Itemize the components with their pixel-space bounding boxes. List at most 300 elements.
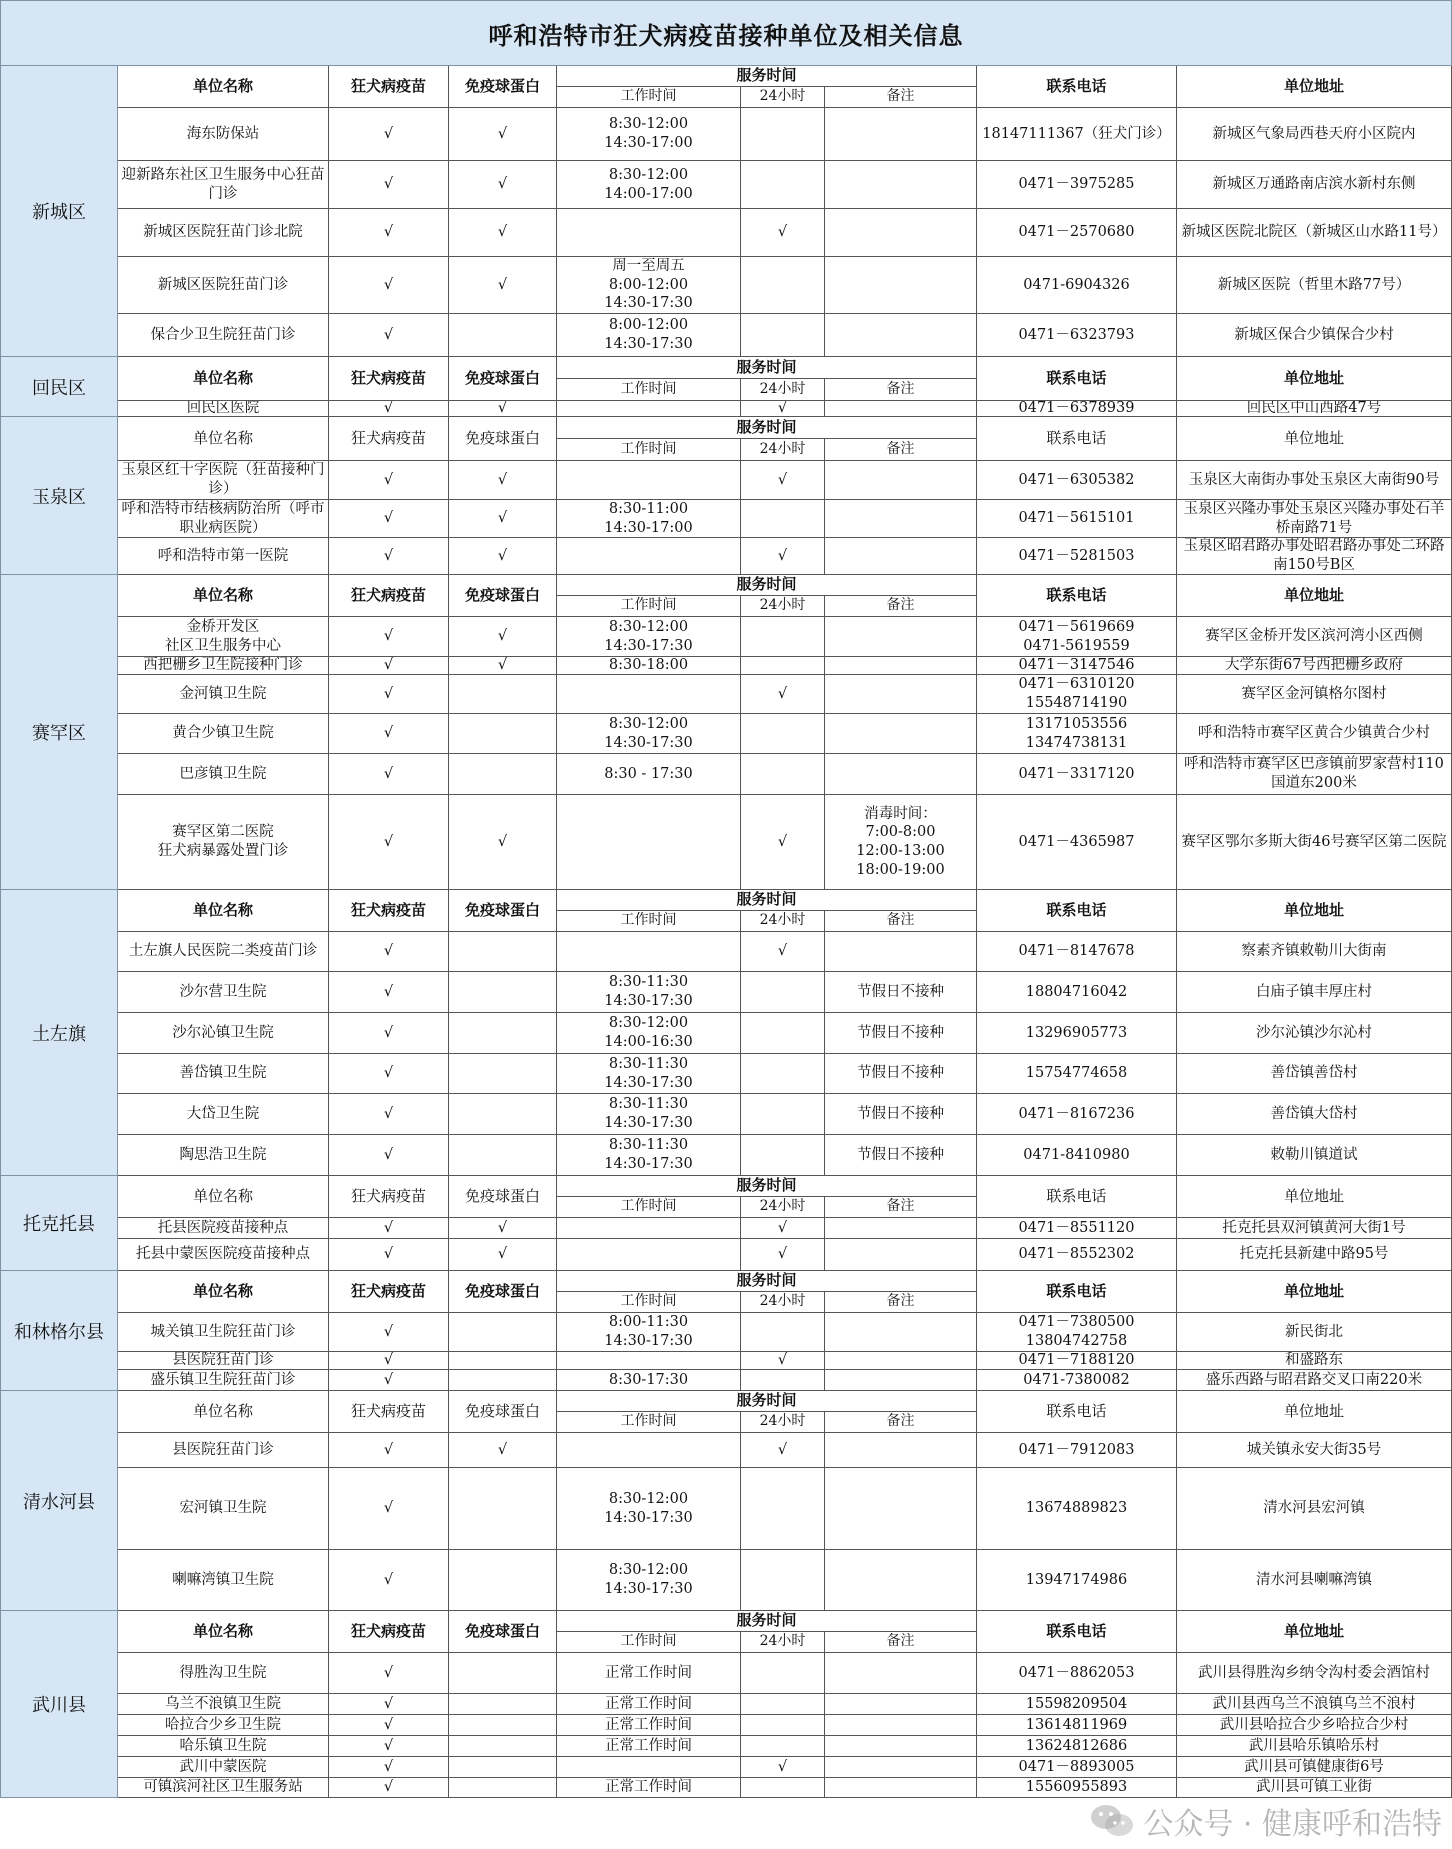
unit-name: 陶思浩卫生院 xyxy=(118,1135,329,1176)
header-work-time: 工作时间 xyxy=(557,379,741,401)
immunoglobulin-mark xyxy=(449,1135,557,1176)
immunoglobulin-mark: √ xyxy=(449,257,557,314)
unit-address: 武川县可镇健康街6号 xyxy=(1177,1757,1452,1778)
open-24-hours-mark: √ xyxy=(741,1239,825,1271)
unit-name: 盛乐镇卫生院狂苗门诊 xyxy=(118,1370,329,1391)
header-work-time: 工作时间 xyxy=(557,1632,741,1653)
open-24-hours-mark xyxy=(741,1094,825,1135)
header-24-hours: 24小时 xyxy=(741,87,825,108)
phone-number: 0471－7912083 xyxy=(977,1433,1177,1468)
header-phone: 联系电话 xyxy=(977,575,1177,617)
phone-number: 0471－8147678 xyxy=(977,932,1177,972)
unit-address: 大学东街67号西把栅乡政府 xyxy=(1177,657,1452,675)
remark xyxy=(825,500,977,538)
page-title: 呼和浩特市狂犬病疫苗接种单位及相关信息 xyxy=(0,0,1452,66)
unit-address: 新城区气象局西巷天府小区院内 xyxy=(1177,108,1452,161)
header-24-hours: 24小时 xyxy=(741,596,825,617)
immunoglobulin-mark: √ xyxy=(449,617,557,657)
remark xyxy=(825,1653,977,1694)
rabies-vaccine-mark: √ xyxy=(329,1313,449,1352)
unit-address: 盛乐西路与昭君路交叉口南220米 xyxy=(1177,1370,1452,1391)
immunoglobulin-mark xyxy=(449,1736,557,1757)
remark: 节假日不接种 xyxy=(825,1135,977,1176)
header-address: 单位地址 xyxy=(1177,357,1452,401)
rabies-vaccine-mark: √ xyxy=(329,1736,449,1757)
work-time xyxy=(557,1218,741,1239)
header-remark: 备注 xyxy=(825,1197,977,1218)
rabies-vaccine-mark: √ xyxy=(329,1433,449,1468)
remark xyxy=(825,675,977,714)
unit-name: 喇嘛湾镇卫生院 xyxy=(118,1550,329,1611)
remark xyxy=(825,461,977,500)
remark xyxy=(825,161,977,209)
immunoglobulin-mark xyxy=(449,1313,557,1352)
unit-name: 县医院狂苗门诊 xyxy=(118,1352,329,1370)
rabies-vaccine-mark: √ xyxy=(329,1218,449,1239)
unit-address: 武川县可镇工业街 xyxy=(1177,1778,1452,1798)
phone-number: 0471－6378939 xyxy=(977,401,1177,417)
rabies-vaccine-mark: √ xyxy=(329,1239,449,1271)
unit-name: 保合少卫生院狂苗门诊 xyxy=(118,314,329,357)
phone-number: 0471－8862053 xyxy=(977,1653,1177,1694)
work-time: 8:30-11:00 14:30-17:00 xyxy=(557,500,741,538)
immunoglobulin-mark xyxy=(449,754,557,795)
unit-address: 托克托县新建中路95号 xyxy=(1177,1239,1452,1271)
header-phone: 联系电话 xyxy=(977,1391,1177,1433)
phone-number: 15598209504 xyxy=(977,1694,1177,1715)
open-24-hours-mark xyxy=(741,1313,825,1352)
header-remark: 备注 xyxy=(825,87,977,108)
header-work-time: 工作时间 xyxy=(557,1197,741,1218)
immunoglobulin-mark: √ xyxy=(449,1218,557,1239)
header-service-time: 服务时间 xyxy=(557,357,977,379)
open-24-hours-mark xyxy=(741,1653,825,1694)
open-24-hours-mark: √ xyxy=(741,795,825,890)
header-remark: 备注 xyxy=(825,379,977,401)
unit-address: 玉泉区大南街办事处玉泉区大南街90号 xyxy=(1177,461,1452,500)
unit-address: 呼和浩特市赛罕区黄合少镇黄合少村 xyxy=(1177,714,1452,754)
unit-name: 回民区医院 xyxy=(118,401,329,417)
phone-number: 13624812686 xyxy=(977,1736,1177,1757)
unit-name: 西把栅乡卫生院接种门诊 xyxy=(118,657,329,675)
immunoglobulin-mark: √ xyxy=(449,795,557,890)
immunoglobulin-mark: √ xyxy=(449,209,557,257)
header-24-hours: 24小时 xyxy=(741,1412,825,1433)
open-24-hours-mark xyxy=(741,1135,825,1176)
unit-name: 沙尔沁镇卫生院 xyxy=(118,1013,329,1054)
rabies-vaccine-mark: √ xyxy=(329,401,449,417)
header-unit-name: 单位名称 xyxy=(118,890,329,932)
rabies-vaccine-mark: √ xyxy=(329,500,449,538)
immunoglobulin-mark: √ xyxy=(449,1239,557,1271)
header-work-time: 工作时间 xyxy=(557,439,741,461)
remark xyxy=(825,754,977,795)
header-rabies-vaccine: 狂犬病疫苗 xyxy=(329,357,449,401)
phone-number: 0471－8552302 xyxy=(977,1239,1177,1271)
unit-name: 可镇滨河社区卫生服务站 xyxy=(118,1778,329,1798)
unit-name: 武川中蒙医院 xyxy=(118,1757,329,1778)
work-time xyxy=(557,1757,741,1778)
unit-name: 托县医院疫苗接种点 xyxy=(118,1218,329,1239)
district-name: 武川县 xyxy=(0,1611,118,1798)
immunoglobulin-mark xyxy=(449,675,557,714)
immunoglobulin-mark xyxy=(449,1094,557,1135)
phone-number: 0471－8551120 xyxy=(977,1218,1177,1239)
work-time: 8:30-18:00 xyxy=(557,657,741,675)
header-24-hours: 24小时 xyxy=(741,379,825,401)
unit-name: 得胜沟卫生院 xyxy=(118,1653,329,1694)
work-time: 8:30-12:00 14:30-17:30 xyxy=(557,1550,741,1611)
rabies-vaccine-mark: √ xyxy=(329,1757,449,1778)
unit-address: 武川县哈乐镇哈乐村 xyxy=(1177,1736,1452,1757)
unit-name: 土左旗人民医院二类疫苗门诊 xyxy=(118,932,329,972)
watermark-text: 公众号 · 健康呼和浩特 xyxy=(1143,1807,1442,1842)
rabies-vaccine-mark: √ xyxy=(329,209,449,257)
immunoglobulin-mark: √ xyxy=(449,538,557,575)
phone-number: 0471－7380500 13804742758 xyxy=(977,1313,1177,1352)
header-24-hours: 24小时 xyxy=(741,1197,825,1218)
phone-number: 13947174986 xyxy=(977,1550,1177,1611)
header-immunoglobulin: 免疫球蛋白 xyxy=(449,417,557,461)
remark xyxy=(825,1370,977,1391)
header-address: 单位地址 xyxy=(1177,1611,1452,1653)
header-service-time: 服务时间 xyxy=(557,1271,977,1292)
header-service-time: 服务时间 xyxy=(557,575,977,596)
header-address: 单位地址 xyxy=(1177,890,1452,932)
phone-number: 13614811969 xyxy=(977,1715,1177,1736)
remark xyxy=(825,1313,977,1352)
unit-address: 沙尔沁镇沙尔沁村 xyxy=(1177,1013,1452,1054)
rabies-vaccine-mark: √ xyxy=(329,1550,449,1611)
open-24-hours-mark xyxy=(741,972,825,1013)
rabies-vaccine-mark: √ xyxy=(329,1013,449,1054)
immunoglobulin-mark xyxy=(449,1715,557,1736)
phone-number: 0471－4365987 xyxy=(977,795,1177,890)
unit-name: 玉泉区红十字医院（狂苗接种门诊） xyxy=(118,461,329,500)
district-name: 新城区 xyxy=(0,66,118,357)
header-work-time: 工作时间 xyxy=(557,911,741,932)
unit-name: 哈拉合少乡卫生院 xyxy=(118,1715,329,1736)
remark xyxy=(825,1757,977,1778)
header-work-time: 工作时间 xyxy=(557,596,741,617)
immunoglobulin-mark xyxy=(449,1653,557,1694)
open-24-hours-mark xyxy=(741,657,825,675)
remark xyxy=(825,257,977,314)
unit-name: 新城区医院狂苗门诊北院 xyxy=(118,209,329,257)
header-service-time: 服务时间 xyxy=(557,66,977,87)
open-24-hours-mark: √ xyxy=(741,932,825,972)
header-service-time: 服务时间 xyxy=(557,1391,977,1412)
work-time: 正常工作时间 xyxy=(557,1736,741,1757)
header-work-time: 工作时间 xyxy=(557,1292,741,1313)
unit-address: 回民区中山西路47号 xyxy=(1177,401,1452,417)
work-time: 8:30-12:00 14:00-17:00 xyxy=(557,161,741,209)
open-24-hours-mark xyxy=(741,714,825,754)
remark xyxy=(825,401,977,417)
header-immunoglobulin: 免疫球蛋白 xyxy=(449,357,557,401)
rabies-vaccine-mark: √ xyxy=(329,1054,449,1094)
remark xyxy=(825,1468,977,1550)
remark xyxy=(825,538,977,575)
immunoglobulin-mark xyxy=(449,1694,557,1715)
phone-number: 13674889823 xyxy=(977,1468,1177,1550)
unit-name: 大岱卫生院 xyxy=(118,1094,329,1135)
header-phone: 联系电话 xyxy=(977,1611,1177,1653)
rabies-vaccine-mark: √ xyxy=(329,161,449,209)
immunoglobulin-mark: √ xyxy=(449,500,557,538)
unit-address: 察素齐镇敕勒川大街南 xyxy=(1177,932,1452,972)
open-24-hours-mark xyxy=(741,314,825,357)
remark xyxy=(825,617,977,657)
unit-address: 武川县得胜沟乡纳令沟村委会酒馆村 xyxy=(1177,1653,1452,1694)
header-phone: 联系电话 xyxy=(977,417,1177,461)
remark xyxy=(825,657,977,675)
header-service-time: 服务时间 xyxy=(557,417,977,439)
phone-number: 13171053556 13474738131 xyxy=(977,714,1177,754)
work-time xyxy=(557,932,741,972)
header-remark: 备注 xyxy=(825,911,977,932)
header-phone: 联系电话 xyxy=(977,1271,1177,1313)
unit-address: 赛罕区鄂尔多斯大街46号赛罕区第二医院 xyxy=(1177,795,1452,890)
work-time: 周一至周五 8:00-12:00 14:30-17:30 xyxy=(557,257,741,314)
unit-name: 赛罕区第二医院 狂犬病暴露处置门诊 xyxy=(118,795,329,890)
header-immunoglobulin: 免疫球蛋白 xyxy=(449,1391,557,1433)
immunoglobulin-mark xyxy=(449,1778,557,1798)
phone-number: 0471－3317120 xyxy=(977,754,1177,795)
unit-name: 新城区医院狂苗门诊 xyxy=(118,257,329,314)
header-immunoglobulin: 免疫球蛋白 xyxy=(449,575,557,617)
district-name: 玉泉区 xyxy=(0,417,118,575)
work-time: 8:30-12:00 14:30-17:30 xyxy=(557,714,741,754)
rabies-vaccine-mark: √ xyxy=(329,1135,449,1176)
work-time xyxy=(557,401,741,417)
phone-number: 0471－6305382 xyxy=(977,461,1177,500)
unit-address: 善岱镇善岱村 xyxy=(1177,1054,1452,1094)
header-service-time: 服务时间 xyxy=(557,1611,977,1632)
district-name: 和林格尔县 xyxy=(0,1271,118,1391)
unit-address: 新城区医院（哲里木路77号） xyxy=(1177,257,1452,314)
remark xyxy=(825,1736,977,1757)
header-unit-name: 单位名称 xyxy=(118,1611,329,1653)
unit-name: 沙尔营卫生院 xyxy=(118,972,329,1013)
work-time: 8:30-11:30 14:30-17:30 xyxy=(557,1054,741,1094)
rabies-vaccine-mark: √ xyxy=(329,257,449,314)
district-name: 回民区 xyxy=(0,357,118,417)
work-time: 正常工作时间 xyxy=(557,1694,741,1715)
unit-name: 迎新路东社区卫生服务中心狂苗门诊 xyxy=(118,161,329,209)
unit-name: 呼和浩特市第一医院 xyxy=(118,538,329,575)
open-24-hours-mark: √ xyxy=(741,1757,825,1778)
header-rabies-vaccine: 狂犬病疫苗 xyxy=(329,1611,449,1653)
remark xyxy=(825,1694,977,1715)
rabies-vaccine-mark: √ xyxy=(329,108,449,161)
district-name: 土左旗 xyxy=(0,890,118,1176)
remark xyxy=(825,1715,977,1736)
phone-number: 15754774658 xyxy=(977,1054,1177,1094)
unit-name: 县医院狂苗门诊 xyxy=(118,1433,329,1468)
header-phone: 联系电话 xyxy=(977,66,1177,108)
unit-address: 善岱镇大岱村 xyxy=(1177,1094,1452,1135)
header-rabies-vaccine: 狂犬病疫苗 xyxy=(329,417,449,461)
open-24-hours-mark xyxy=(741,108,825,161)
rabies-vaccine-mark: √ xyxy=(329,1370,449,1391)
phone-number: 0471－5281503 xyxy=(977,538,1177,575)
unit-address: 新城区保合少镇保合少村 xyxy=(1177,314,1452,357)
header-24-hours: 24小时 xyxy=(741,1632,825,1653)
rabies-vaccine-mark: √ xyxy=(329,538,449,575)
rabies-vaccine-mark: √ xyxy=(329,617,449,657)
unit-name: 呼和浩特市结核病防治所（呼市职业病医院） xyxy=(118,500,329,538)
phone-number: 0471－8167236 xyxy=(977,1094,1177,1135)
open-24-hours-mark xyxy=(741,257,825,314)
phone-number: 0471－6310120 15548714190 xyxy=(977,675,1177,714)
header-unit-name: 单位名称 xyxy=(118,1176,329,1218)
work-time: 8:30-12:00 14:30-17:30 xyxy=(557,617,741,657)
rabies-vaccine-mark: √ xyxy=(329,1468,449,1550)
header-address: 单位地址 xyxy=(1177,1271,1452,1313)
header-work-time: 工作时间 xyxy=(557,87,741,108)
open-24-hours-mark: √ xyxy=(741,1352,825,1370)
work-time xyxy=(557,1433,741,1468)
rabies-vaccine-mark: √ xyxy=(329,972,449,1013)
phone-number: 0471－6323793 xyxy=(977,314,1177,357)
work-time xyxy=(557,209,741,257)
immunoglobulin-mark xyxy=(449,1757,557,1778)
unit-name: 金桥开发区 社区卫生服务中心 xyxy=(118,617,329,657)
work-time xyxy=(557,461,741,500)
open-24-hours-mark xyxy=(741,1736,825,1757)
rabies-vaccine-mark: √ xyxy=(329,1694,449,1715)
open-24-hours-mark xyxy=(741,754,825,795)
phone-number: 0471－5619669 0471-5619559 xyxy=(977,617,1177,657)
rabies-vaccine-mark: √ xyxy=(329,1778,449,1798)
header-immunoglobulin: 免疫球蛋白 xyxy=(449,66,557,108)
header-address: 单位地址 xyxy=(1177,1176,1452,1218)
unit-address: 新民街北 xyxy=(1177,1313,1452,1352)
immunoglobulin-mark: √ xyxy=(449,108,557,161)
header-remark: 备注 xyxy=(825,1412,977,1433)
rabies-vaccine-mark: √ xyxy=(329,1653,449,1694)
work-time xyxy=(557,1352,741,1370)
header-rabies-vaccine: 狂犬病疫苗 xyxy=(329,1391,449,1433)
unit-address: 赛罕区金河镇格尔图村 xyxy=(1177,675,1452,714)
rabies-vaccine-mark: √ xyxy=(329,314,449,357)
header-work-time: 工作时间 xyxy=(557,1412,741,1433)
rabies-vaccine-mark: √ xyxy=(329,932,449,972)
header-immunoglobulin: 免疫球蛋白 xyxy=(449,890,557,932)
header-unit-name: 单位名称 xyxy=(118,357,329,401)
unit-name: 金河镇卫生院 xyxy=(118,675,329,714)
header-remark: 备注 xyxy=(825,1292,977,1313)
immunoglobulin-mark xyxy=(449,1370,557,1391)
phone-number: 0471－3975285 xyxy=(977,161,1177,209)
open-24-hours-mark: √ xyxy=(741,401,825,417)
wechat-icon xyxy=(1089,1802,1135,1840)
phone-number: 18147111367（狂犬门诊） xyxy=(977,108,1177,161)
remark xyxy=(825,714,977,754)
open-24-hours-mark xyxy=(741,1778,825,1798)
work-time: 正常工作时间 xyxy=(557,1778,741,1798)
watermark xyxy=(1089,1799,1442,1843)
header-address: 单位地址 xyxy=(1177,1391,1452,1433)
unit-name: 巴彦镇卫生院 xyxy=(118,754,329,795)
work-time: 8:30-17:30 xyxy=(557,1370,741,1391)
rabies-vaccine-mark: √ xyxy=(329,1094,449,1135)
work-time: 8:30-12:00 14:00-16:30 xyxy=(557,1013,741,1054)
work-time: 8:30-12:00 14:30-17:30 xyxy=(557,1468,741,1550)
unit-address: 新城区医院北院区（新城区山水路11号） xyxy=(1177,209,1452,257)
unit-name: 托县中蒙医医院疫苗接种点 xyxy=(118,1239,329,1271)
header-immunoglobulin: 免疫球蛋白 xyxy=(449,1611,557,1653)
unit-address: 敕勒川镇道试 xyxy=(1177,1135,1452,1176)
unit-address: 武川县哈拉合少乡哈拉合少村 xyxy=(1177,1715,1452,1736)
phone-number: 0471－7188120 xyxy=(977,1352,1177,1370)
header-address: 单位地址 xyxy=(1177,417,1452,461)
header-24-hours: 24小时 xyxy=(741,1292,825,1313)
work-time: 正常工作时间 xyxy=(557,1715,741,1736)
immunoglobulin-mark xyxy=(449,1468,557,1550)
immunoglobulin-mark xyxy=(449,1054,557,1094)
immunoglobulin-mark xyxy=(449,314,557,357)
header-remark: 备注 xyxy=(825,439,977,461)
header-immunoglobulin: 免疫球蛋白 xyxy=(449,1271,557,1313)
open-24-hours-mark xyxy=(741,161,825,209)
unit-name: 黄合少镇卫生院 xyxy=(118,714,329,754)
unit-address: 城关镇永安大街35号 xyxy=(1177,1433,1452,1468)
open-24-hours-mark: √ xyxy=(741,675,825,714)
header-remark: 备注 xyxy=(825,1632,977,1653)
immunoglobulin-mark xyxy=(449,1550,557,1611)
header-rabies-vaccine: 狂犬病疫苗 xyxy=(329,1271,449,1313)
rabies-vaccine-mark: √ xyxy=(329,657,449,675)
immunoglobulin-mark xyxy=(449,714,557,754)
header-unit-name: 单位名称 xyxy=(118,575,329,617)
work-time: 8:30-11:30 14:30-17:30 xyxy=(557,1094,741,1135)
district-name: 赛罕区 xyxy=(0,575,118,890)
header-phone: 联系电话 xyxy=(977,357,1177,401)
work-time xyxy=(557,538,741,575)
header-rabies-vaccine: 狂犬病疫苗 xyxy=(329,575,449,617)
phone-number: 15560955893 xyxy=(977,1778,1177,1798)
header-rabies-vaccine: 狂犬病疫苗 xyxy=(329,1176,449,1218)
header-24-hours: 24小时 xyxy=(741,439,825,461)
unit-address: 武川县西乌兰不浪镇乌兰不浪村 xyxy=(1177,1694,1452,1715)
remark xyxy=(825,1352,977,1370)
open-24-hours-mark: √ xyxy=(741,538,825,575)
header-unit-name: 单位名称 xyxy=(118,1271,329,1313)
header-unit-name: 单位名称 xyxy=(118,417,329,461)
unit-address: 清水河县喇嘛湾镇 xyxy=(1177,1550,1452,1611)
header-rabies-vaccine: 狂犬病疫苗 xyxy=(329,890,449,932)
unit-address: 清水河县宏河镇 xyxy=(1177,1468,1452,1550)
phone-number: 0471－2570680 xyxy=(977,209,1177,257)
header-phone: 联系电话 xyxy=(977,890,1177,932)
rabies-vaccine-mark: √ xyxy=(329,1715,449,1736)
immunoglobulin-mark xyxy=(449,1352,557,1370)
immunoglobulin-mark xyxy=(449,932,557,972)
open-24-hours-mark xyxy=(741,1054,825,1094)
phone-number: 13296905773 xyxy=(977,1013,1177,1054)
open-24-hours-mark: √ xyxy=(741,461,825,500)
immunoglobulin-mark: √ xyxy=(449,657,557,675)
rabies-vaccine-mark: √ xyxy=(329,461,449,500)
work-time xyxy=(557,675,741,714)
unit-name: 宏河镇卫生院 xyxy=(118,1468,329,1550)
district-name: 清水河县 xyxy=(0,1391,118,1611)
work-time xyxy=(557,795,741,890)
unit-address: 赛罕区金桥开发区滨河湾小区西侧 xyxy=(1177,617,1452,657)
rabies-vaccine-mark: √ xyxy=(329,675,449,714)
